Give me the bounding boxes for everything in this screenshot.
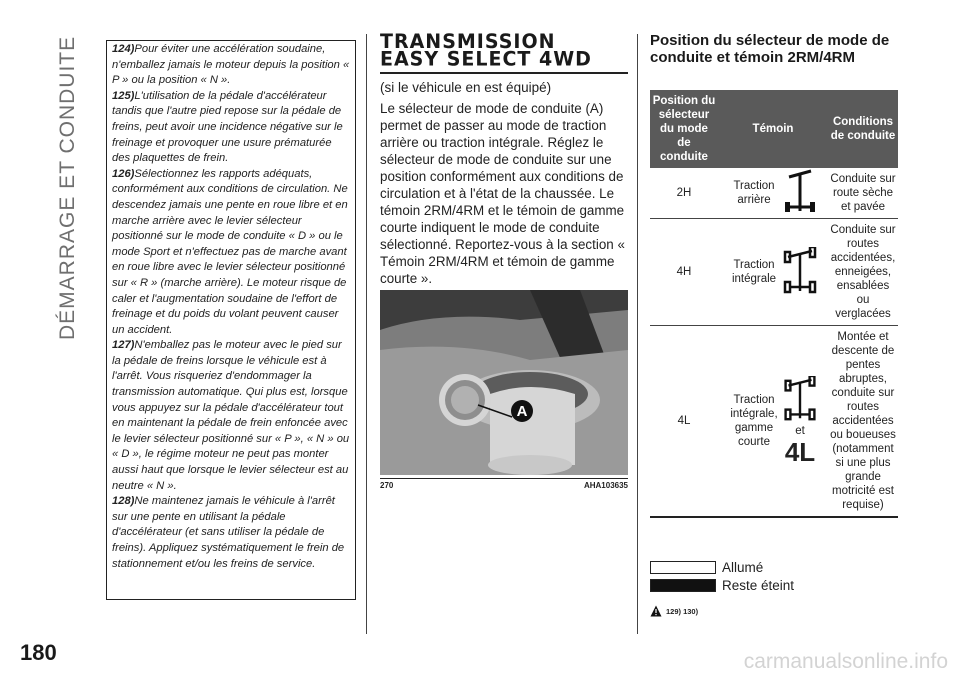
note-item: 128)Ne maintenez jamais le véhicule à l'arrêt sur une pente en utilisant la pédale d'accélérateur (et sans utiliser la pédale de freins). Appliquez systématiquement le frein de stationnement et/ou les freins de service. — [112, 495, 345, 570]
table-row — [650, 219, 898, 326]
mode-table — [650, 90, 898, 518]
legend-item: Reste éteint — [650, 578, 898, 593]
conditions-cell: Montée et descente de pentes abruptes, conduite sur routes accidentées ou boueuses (notamment si une plus grande motricité est requise) — [828, 326, 898, 518]
conditions-cell: Conduite sur route sèche et pavée — [828, 168, 898, 219]
legend-swatch-off — [650, 579, 716, 592]
mode-label: Traction intégrale — [731, 259, 777, 285]
mode-label: Traction arrière — [733, 180, 775, 206]
conditions-cell: Conduite sur routes accidentées, enneigées, ensablées ou verglacées — [828, 219, 898, 326]
column-divider — [366, 34, 367, 634]
note-item: 125)L'utilisation de la pédale d'accélérateur tandis que l'autre pied repose sur la pédale de freins, peut avoir une incidence négative sur le freinage et provoquer une usure prématurée des plaquettes de frein. — [112, 89, 343, 165]
4wd-indicator-icon — [783, 247, 817, 297]
table-header: Témoin — [718, 90, 828, 168]
title-rule — [380, 72, 628, 74]
legend-swatch-on — [650, 561, 716, 574]
2wd-indicator-icon — [783, 169, 817, 217]
page-number: 180 — [20, 640, 57, 665]
notes-list — [112, 42, 352, 572]
note-item: 126)Sélectionnez les rapports adéquats, conformément aux conditions de circulation. Ne descendez jamais une pente en roue libre et en marche arrière avec le levier sélecteur positionné sur le mode de conduite « D » ou le mode Sport et n'effectuez pas de marche avant en roue libre avec le levier sélecteur positionné sur « R » (marche arrière). Le moteur risque de caler et l'augmentation soudaine de l'effort de freinage et du poids du volant peuvent causer un accident. — [112, 167, 348, 336]
position-code: 2H — [676, 187, 692, 199]
table-header: Conditions de conduite — [828, 90, 898, 168]
callout-A: A — [516, 403, 528, 420]
section-intro: (si le véhicule en est équipé) — [380, 80, 552, 95]
mode-label: Traction intégrale, gamme courte — [730, 394, 778, 448]
low-range-4l-icon: 4L — [784, 437, 816, 467]
figure-number: 270 — [380, 481, 394, 490]
position-code: 4L — [677, 415, 691, 427]
4wd-indicator-icon — [783, 376, 817, 424]
table-row — [650, 168, 898, 219]
column-divider — [637, 34, 638, 634]
section-column — [380, 30, 628, 287]
note-item: 124)Pour éviter une accélération soudaine, n'emballez jamais le moteur depuis la position « P » ou la position « N ». — [112, 43, 350, 87]
section-body: Le sélecteur de mode de conduite (A) permet de passer au mode de traction arrière ou traction intégrale. Réglez le sélecteur de mode de conduite sur une position conformément aux conditions de circulation et à l'état de la chaussée. Le témoin 2RM/4RM et le témoin de gamme courte indiquent le mode de conduite sélectionné. Reportez-vous à la section « Témoin 2RM/4RM et témoin de gamme courte ». — [380, 101, 625, 286]
warning-references: 129) 130) — [650, 605, 698, 617]
and-label: et — [795, 425, 805, 437]
mode-selector-photo — [380, 290, 628, 475]
position-code: 4H — [676, 266, 692, 278]
position-column — [650, 32, 898, 66]
watermark: carmanualsonline.info — [743, 650, 948, 673]
side-chapter-title: DÉMARRAGE ET CONDUITE — [56, 35, 79, 340]
section-title: TRANSMISSION EASY SELECT 4WD — [380, 30, 592, 71]
table-row — [650, 326, 898, 518]
figure-caption — [380, 478, 628, 490]
position-title: Position du sélecteur de mode de conduite et témoin 2RM/4RM — [650, 32, 890, 66]
figure-code: AHA103635 — [583, 481, 628, 490]
legend — [650, 560, 898, 596]
legend-item: Allumé — [650, 560, 898, 575]
note-item: 127)N'emballez pas le moteur avec le pied sur la pédale de freins lorsque le véhicule est à l'arrêt. Vous risqueriez d'endommager la transmission automatique. Qui plus est, lorsque vous appuyez sur la pédale d'accélérateur tout en maintenant la pédale de frein enfoncée avec le levier sélecteur positionné sur « P », « N » ou « D », le régime moteur ne peut pas monter aussi haut que lorsque le levier sélecteur est au neutre « N ». — [112, 339, 350, 492]
table-header: Position du sélecteur du mode de conduite — [650, 90, 718, 168]
warning-icon — [650, 605, 662, 617]
